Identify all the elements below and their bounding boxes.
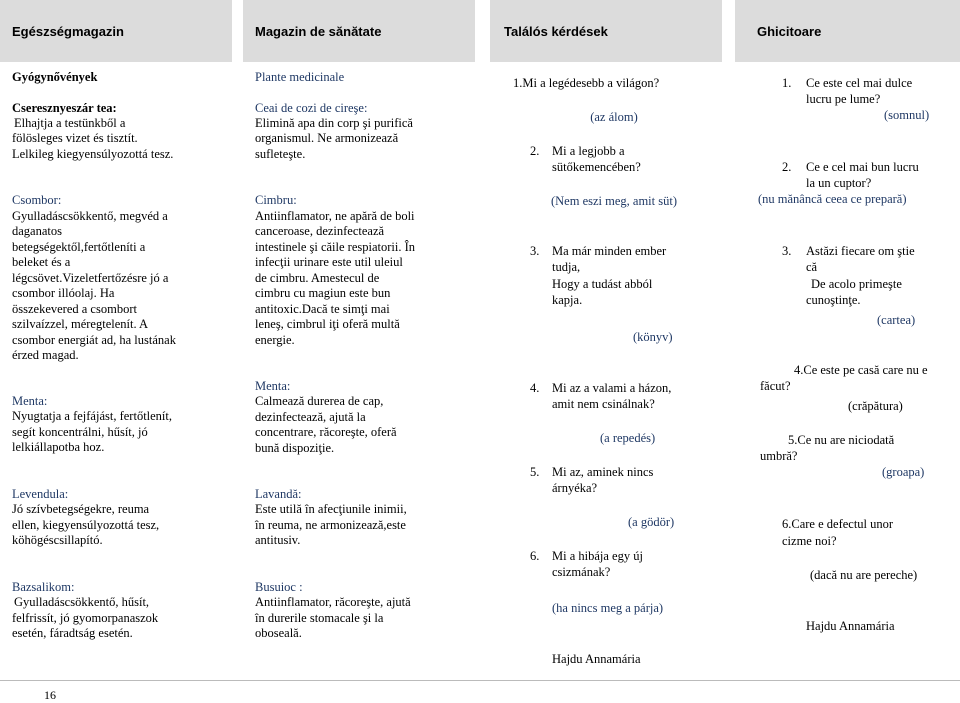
section-title: Plante medicinale: [255, 70, 345, 84]
riddle-answer: (dacă nu are pereche): [810, 568, 918, 582]
riddle-question: cizme noi?: [782, 534, 837, 548]
text-line: sufleteşte.: [255, 147, 306, 161]
text-line: felfrissít, jó gyomorpanaszok: [12, 611, 159, 625]
text-line: Jó szívbetegségekre, reuma: [12, 502, 150, 516]
text-line: Elimină apa din corp şi purifică: [255, 116, 413, 130]
riddle-question: De acolo primeşte: [811, 277, 902, 291]
herb-heading-mint: Menta:: [12, 394, 48, 408]
riddle-answer: (az álom): [590, 110, 638, 124]
text-line: Este utilă în afecţiunile inimii,: [255, 502, 407, 516]
text-line: Lelkileg kiegyensúlyozottá tesz.: [12, 147, 174, 161]
riddle-question: Ce este cel mai dulce: [806, 76, 913, 90]
riddle-answer: (nu mănâncă ceea ce prepară): [758, 192, 907, 206]
riddle-question: 6.Care e defectul unor: [782, 517, 894, 531]
text-line: betegségektől,fertőtleníti a: [12, 240, 146, 254]
header-title-4: Ghicitoare: [757, 24, 822, 39]
herb-heading-cherry-stem: Ceai de cozi de cireşe:: [255, 101, 368, 115]
riddle-question: Ce e cel mai bun lucru: [806, 160, 919, 174]
text-line: légcsövet.Vizeletfertőzésre jó a: [12, 271, 169, 285]
riddle-answer: (Nem eszi meg, amit süt): [550, 194, 677, 208]
riddle-number: 1.: [782, 76, 792, 90]
text-line: esetén, fáradtság esetén.: [12, 626, 133, 640]
riddle-answer: (somnul): [884, 108, 930, 122]
header-bar-3: [490, 0, 722, 62]
riddle-question: cunoştinţe.: [806, 293, 861, 307]
riddle-question: Mi az, aminek nincs: [552, 465, 654, 479]
text-line: csombor illóolaj. Ha: [12, 286, 115, 300]
herb-heading-cherry-stem: Cseresznyeszár tea:: [12, 101, 117, 115]
text-line: összekevered a csombort: [12, 302, 137, 316]
header-title-2: Magazin de sănătate: [255, 24, 382, 39]
herb-heading-basil: Bazsalikom:: [12, 580, 75, 594]
riddle-number: 4.: [530, 381, 540, 395]
text-line: szilvaízzel, méregtelenít. A: [12, 317, 149, 331]
riddle-question: Hogy a tudást abból: [552, 277, 653, 291]
text-line: érzed magad.: [12, 348, 79, 362]
riddle-question: făcut?: [760, 379, 791, 393]
text-line: antitusiv.: [255, 533, 301, 547]
text-line: Elhajtja a testünkből a: [14, 116, 126, 130]
text-line: intestinele şi căile respiatorii. În: [255, 240, 416, 254]
text-line: csombor energiát ad, ha lustának: [12, 333, 176, 347]
riddle-question: 1.Mi a legédesebb a világon?: [513, 76, 660, 90]
riddle-answer: (cartea): [877, 313, 916, 327]
text-line: leneş, cimbrul iţi oferă multă: [255, 317, 400, 331]
riddle-question: la un cuptor?: [806, 176, 872, 190]
header-bar-2: [243, 0, 475, 62]
text-line: Antiinflamator, răcoreşte, ajută: [255, 595, 411, 609]
riddle-question: Ma már minden ember: [552, 244, 667, 258]
footer-divider: [0, 680, 960, 681]
riddle-question: umbră?: [760, 449, 798, 463]
text-line: Nyugtatja a fejfájást, fertőtlenít,: [12, 409, 173, 423]
text-line: beleket és a: [12, 255, 71, 269]
riddle-question: sütőkemencében?: [552, 160, 641, 174]
riddle-answer: (a gödör): [628, 515, 675, 529]
page-number: 16: [44, 688, 56, 702]
riddle-question: tudja,: [552, 260, 581, 274]
riddle-question: Astăzi fiecare om ştie: [806, 244, 915, 258]
herb-heading-lavender: Levendula:: [12, 487, 69, 501]
riddle-number: 2.: [530, 144, 540, 158]
header-bar-1: [0, 0, 232, 62]
riddle-number: 2.: [782, 160, 792, 174]
text-line: Gyulladáscsökkentő, megvéd a: [12, 209, 168, 223]
text-line: Calmează durerea de cap,: [255, 394, 384, 408]
herb-heading-thyme: Csombor:: [12, 193, 62, 207]
header-title-3: Találós kérdések: [504, 24, 608, 39]
text-line: lelkiállapotba hoz.: [12, 440, 105, 454]
section-title: Gyógynővények: [12, 70, 98, 84]
riddle-answer: (a repedés): [600, 431, 656, 445]
riddle-answer: (crăpătura): [848, 399, 903, 413]
riddle-number: 5.: [530, 465, 540, 479]
riddle-question: csizmának?: [552, 565, 611, 579]
text-line: în durerile stomacale şi la: [255, 611, 384, 625]
riddle-question: 4.Ce este pe casă care nu e: [794, 363, 928, 377]
text-line: antitoxic.Dacă te simţi mai: [255, 302, 390, 316]
text-line: oboseală.: [255, 626, 302, 640]
text-line: Antiinflamator, ne apără de boli: [255, 209, 415, 223]
riddle-number: 3.: [782, 244, 792, 258]
author-name: Hajdu Annamária: [552, 652, 641, 666]
riddle-question: Mi a legjobb a: [552, 144, 625, 158]
text-line: fölösleges vizet és tisztít.: [12, 131, 138, 145]
text-line: bună dispoziţie.: [255, 441, 335, 455]
header-title-1: Egészségmagazin: [12, 24, 124, 39]
text-line: daganatos: [12, 224, 62, 238]
text-line: Gyulladáscsökkentő, hűsít,: [14, 595, 150, 609]
text-line: infecţii urinare este util uleiul: [255, 255, 403, 269]
text-line: organismul. Ne armonizează: [255, 131, 399, 145]
riddle-question: árnyéka?: [552, 481, 598, 495]
riddle-question: lucru pe lume?: [806, 92, 881, 106]
riddle-question: amit nem csinálnak?: [552, 397, 655, 411]
riddle-question: că: [806, 260, 818, 274]
riddle-number: 3.: [530, 244, 540, 258]
riddle-question: Mi az a valami a házon,: [552, 381, 672, 395]
text-line: cimbru cu magiun este bun: [255, 286, 391, 300]
herb-heading-basil: Busuioc :: [255, 580, 303, 594]
riddle-number: 6.: [530, 549, 540, 563]
header-bar-4: [735, 0, 960, 62]
herb-heading-thyme: Cimbru:: [255, 193, 297, 207]
text-line: canceroase, dezinfectează: [255, 224, 385, 238]
text-line: köhögéscsillapító.: [12, 533, 103, 547]
riddle-answer: (könyv): [633, 330, 673, 344]
author-name: Hajdu Annamária: [806, 619, 895, 633]
text-line: segít koncentrálni, hűsít, jó: [12, 425, 148, 439]
riddle-question: Mi a hibája egy új: [552, 549, 643, 563]
text-line: ellen, kiegyensúlyozottá tesz,: [12, 518, 160, 532]
text-line: dezinfectează, ajută la: [255, 410, 366, 424]
text-line: de cimbru. Amestecul de: [255, 271, 380, 285]
riddle-answer: (groapa): [882, 465, 925, 479]
herb-heading-mint: Menta:: [255, 379, 291, 393]
riddle-question: kapja.: [552, 293, 583, 307]
riddle-answer: (ha nincs meg a párja): [552, 601, 664, 615]
herb-heading-lavender: Lavandă:: [255, 487, 302, 501]
text-line: energie.: [255, 333, 295, 347]
riddle-question: 5.Ce nu are niciodată: [788, 433, 895, 447]
text-line: în reuma, ne armonizează,este: [255, 518, 406, 532]
text-line: concentrare, răcoreşte, oferă: [255, 425, 397, 439]
